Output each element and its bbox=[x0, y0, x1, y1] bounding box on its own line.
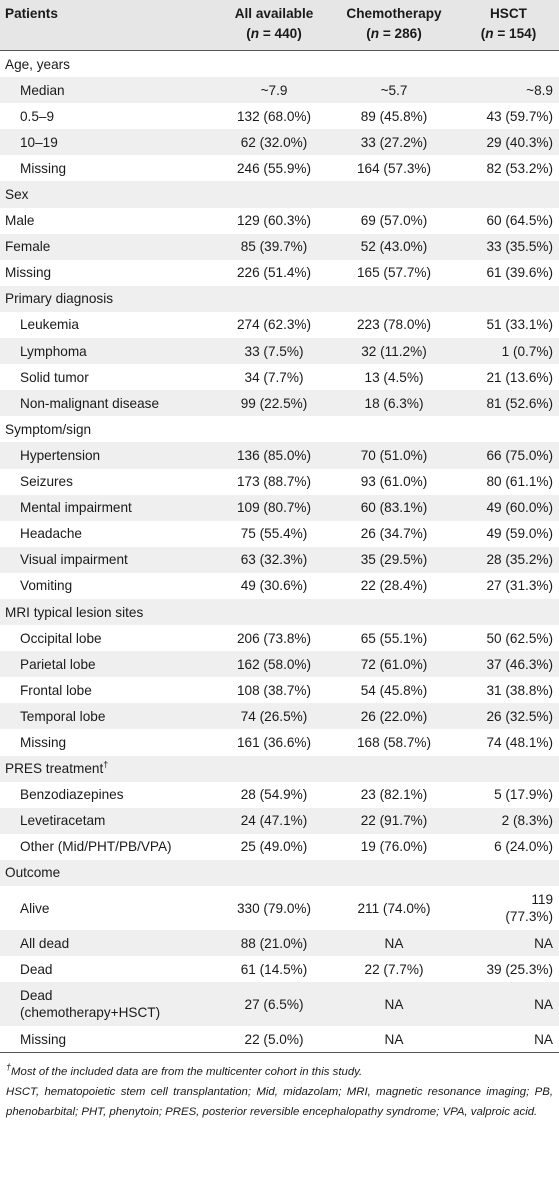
cell-all-available: 63 (32.3%) bbox=[218, 547, 330, 573]
row-label bbox=[0, 782, 218, 808]
row-label-text: 0.5–9 bbox=[20, 108, 55, 124]
table-row bbox=[0, 234, 559, 260]
row-label bbox=[0, 729, 218, 755]
cell-chemotherapy: 19 (76.0%) bbox=[360, 839, 428, 855]
row-label-text: Headache bbox=[20, 526, 82, 542]
cell-chemotherapy: 93 (61.0%) bbox=[360, 474, 428, 490]
cell-chemotherapy: 22 (28.4%) bbox=[360, 578, 428, 594]
header-patients-label: Patients bbox=[5, 6, 58, 21]
table-row bbox=[0, 390, 559, 416]
row-label bbox=[0, 312, 218, 338]
row-label bbox=[0, 208, 218, 234]
section-label bbox=[0, 599, 218, 625]
row-label-text: Seizures bbox=[20, 474, 73, 490]
cell-all-available: 129 (60.3%) bbox=[236, 213, 312, 229]
table-row bbox=[0, 208, 559, 234]
cell-all-available bbox=[218, 860, 330, 886]
row-label bbox=[0, 573, 218, 599]
cell-all-available: 274 (62.3%) bbox=[236, 317, 312, 333]
footnote-dagger-text: Most of the included data are from the multicenter cohort in this study. bbox=[11, 1066, 363, 1079]
header-hsct-title: HSCT bbox=[489, 6, 527, 21]
cell-hsct: 74 (48.1%) bbox=[486, 734, 553, 750]
table-row bbox=[0, 442, 559, 468]
cell-hsct: NA bbox=[458, 1026, 559, 1053]
cell-hsct bbox=[458, 416, 559, 442]
row-label bbox=[0, 129, 218, 155]
cell-all-available: 136 (85.0%) bbox=[218, 442, 330, 468]
table-row bbox=[0, 495, 559, 521]
table-row bbox=[0, 860, 559, 886]
cell-hsct: 66 (75.0%) bbox=[458, 442, 559, 468]
row-label-text: Temporal lobe bbox=[20, 708, 106, 724]
cell-all-available: ~7.9 bbox=[218, 77, 330, 103]
row-label-text: All dead bbox=[20, 935, 70, 951]
cell-all-available: 62 (32.0%) bbox=[218, 129, 330, 155]
row-label-text: Sex bbox=[5, 187, 29, 203]
cell-all-available bbox=[218, 181, 330, 207]
table-row bbox=[0, 834, 559, 860]
cell-chemotherapy: 70 (51.0%) bbox=[330, 442, 458, 468]
cell-chemotherapy bbox=[330, 286, 458, 312]
row-label-text: 10–19 bbox=[20, 134, 58, 150]
row-label-text: Missing bbox=[20, 160, 67, 176]
cell-chemotherapy: 65 (55.1%) bbox=[360, 630, 428, 646]
row-label-text: MRI typical lesion sites bbox=[5, 604, 144, 620]
cell-chemotherapy: 26 (34.7%) bbox=[360, 526, 428, 542]
row-label bbox=[0, 521, 218, 547]
cell-hsct: 28 (35.2%) bbox=[458, 547, 559, 573]
header-all-available bbox=[218, 0, 330, 51]
cell-all-available: 226 (51.4%) bbox=[236, 265, 312, 281]
table-row bbox=[0, 782, 559, 808]
table-row bbox=[0, 416, 559, 442]
table-row bbox=[0, 599, 559, 625]
n-symbol: n bbox=[250, 26, 260, 41]
cell-all-available: 88 (21.0%) bbox=[218, 930, 330, 956]
row-label-text: Hypertension bbox=[20, 447, 101, 463]
table-footnotes bbox=[0, 1053, 559, 1122]
table-row bbox=[0, 547, 559, 573]
row-label bbox=[0, 930, 218, 956]
cell-all-available: 85 (39.7%) bbox=[218, 234, 330, 260]
cell-all-available bbox=[218, 756, 330, 782]
cell-all-available: 173 (88.7%) bbox=[236, 474, 312, 490]
section-label bbox=[0, 756, 218, 782]
cell-hsct bbox=[458, 860, 559, 886]
header-all-available-n: (n = 440) bbox=[246, 26, 302, 41]
table-row bbox=[0, 573, 559, 599]
cell-hsct: NA bbox=[458, 930, 559, 956]
cell-all-available: 61 (14.5%) bbox=[240, 961, 308, 977]
cell-all-available: 161 (36.6%) bbox=[236, 734, 312, 750]
header-chemotherapy-title: Chemotherapy bbox=[346, 6, 442, 21]
table-header bbox=[0, 0, 559, 51]
row-label bbox=[0, 677, 218, 703]
cell-chemotherapy bbox=[330, 51, 458, 78]
row-label bbox=[0, 834, 218, 860]
row-label bbox=[0, 703, 218, 729]
cell-hsct: 6 (24.0%) bbox=[494, 839, 553, 855]
row-label bbox=[0, 625, 218, 651]
row-label-text: Benzodiazepines bbox=[20, 787, 124, 803]
cell-hsct bbox=[458, 181, 559, 207]
cell-hsct: 61 (39.6%) bbox=[486, 265, 553, 281]
row-label-text: Outcome bbox=[5, 865, 61, 881]
row-label-text: Occipital lobe bbox=[20, 630, 102, 646]
table-row bbox=[0, 982, 559, 1026]
row-label-text: Solid tumor bbox=[20, 369, 89, 385]
table-row bbox=[0, 886, 559, 930]
section-label bbox=[0, 416, 218, 442]
row-label-text: Symptom/sign bbox=[5, 421, 92, 437]
cell-hsct: 81 (52.6%) bbox=[458, 390, 559, 416]
cell-all-available bbox=[218, 286, 330, 312]
row-label-text: Alive bbox=[20, 900, 50, 916]
cell-hsct: 51 (33.1%) bbox=[486, 317, 553, 333]
row-label-text: Female bbox=[5, 239, 51, 255]
table-row bbox=[0, 930, 559, 956]
table-row bbox=[0, 729, 559, 755]
cell-chemotherapy: NA bbox=[330, 930, 458, 956]
header-row bbox=[0, 0, 559, 51]
row-label bbox=[0, 390, 218, 416]
cell-chemotherapy bbox=[330, 860, 458, 886]
cell-hsct bbox=[458, 286, 559, 312]
cell-hsct bbox=[458, 756, 559, 782]
table-row bbox=[0, 181, 559, 207]
footnote-abbreviations: HSCT, hematopoietic stem cell transplantation; Mid, midazolam; MRI, magnetic resonance imaging; PB, phenobarbital; PHT, phenytoin; PRES, posterior reversible encephalopathy syndrome; VPA, valproic acid. bbox=[6, 1086, 553, 1119]
table-row bbox=[0, 51, 559, 78]
row-label-text: Age, years bbox=[5, 56, 70, 72]
cell-all-available: 22 (5.0%) bbox=[218, 1026, 330, 1053]
cell-chemotherapy: 60 (83.1%) bbox=[330, 495, 458, 521]
cell-all-available: 28 (54.9%) bbox=[240, 787, 308, 803]
header-chemotherapy-n: (n = 286) bbox=[366, 26, 422, 41]
cell-chemotherapy: 22 (7.7%) bbox=[364, 961, 424, 977]
row-label bbox=[0, 364, 218, 390]
cell-chemotherapy: 26 (22.0%) bbox=[330, 703, 458, 729]
cell-chemotherapy: NA bbox=[330, 982, 458, 1026]
cell-chemotherapy: 52 (43.0%) bbox=[330, 234, 458, 260]
table-row bbox=[0, 155, 559, 181]
cell-chemotherapy: 69 (57.0%) bbox=[360, 213, 428, 229]
table-row bbox=[0, 129, 559, 155]
cell-all-available: 206 (73.8%) bbox=[236, 630, 312, 646]
row-label-text: Primary diagnosis bbox=[5, 291, 114, 307]
cell-hsct: ~8.9 bbox=[458, 77, 559, 103]
row-label-text: Leukemia bbox=[20, 317, 79, 333]
table-row bbox=[0, 956, 559, 982]
cell-all-available bbox=[218, 51, 330, 78]
n-symbol: n bbox=[485, 26, 494, 41]
cell-chemotherapy: 33 (27.2%) bbox=[330, 129, 458, 155]
cell-all-available: 132 (68.0%) bbox=[236, 108, 312, 124]
cell-hsct: 21 (13.6%) bbox=[486, 369, 553, 385]
table-row bbox=[0, 808, 559, 834]
cell-all-available: 109 (80.7%) bbox=[218, 495, 330, 521]
cell-chemotherapy: 13 (4.5%) bbox=[364, 369, 424, 385]
cell-hsct: 60 (64.5%) bbox=[486, 213, 553, 229]
cell-hsct: 1 (0.7%) bbox=[458, 338, 559, 364]
cell-all-available: 246 (55.9%) bbox=[236, 160, 312, 176]
row-label bbox=[0, 495, 218, 521]
row-label-text: Vomiting bbox=[20, 578, 73, 594]
row-label bbox=[0, 469, 218, 495]
cell-hsct: 33 (35.5%) bbox=[458, 234, 559, 260]
cell-chemotherapy: 22 (91.7%) bbox=[330, 808, 458, 834]
row-label bbox=[0, 956, 218, 982]
cell-hsct: 26 (32.5%) bbox=[458, 703, 559, 729]
table-body bbox=[0, 51, 559, 1053]
header-chemotherapy bbox=[330, 0, 458, 51]
cell-hsct: 29 (40.3%) bbox=[458, 129, 559, 155]
cell-hsct: 49 (59.0%) bbox=[486, 526, 553, 542]
cell-chemotherapy: 89 (45.8%) bbox=[360, 108, 428, 124]
row-label bbox=[0, 442, 218, 468]
cell-chemotherapy: 165 (57.7%) bbox=[356, 265, 432, 281]
cell-all-available: 49 (30.6%) bbox=[240, 578, 308, 594]
row-label bbox=[0, 338, 218, 364]
row-label bbox=[0, 234, 218, 260]
cell-all-available: 75 (55.4%) bbox=[240, 526, 308, 542]
row-label-text: Frontal lobe bbox=[20, 682, 92, 698]
row-label-text: Levetiracetam bbox=[20, 813, 106, 829]
cell-hsct: 27 (31.3%) bbox=[486, 578, 553, 594]
section-label bbox=[0, 286, 218, 312]
cell-chemotherapy: 211 (74.0%) bbox=[357, 900, 431, 916]
row-label-text: Missing bbox=[5, 265, 52, 281]
cell-hsct: 31 (38.8%) bbox=[486, 682, 553, 698]
cell-hsct bbox=[458, 51, 559, 78]
cell-hsct: 37 (46.3%) bbox=[458, 651, 559, 677]
row-label bbox=[0, 982, 218, 1026]
cell-all-available bbox=[218, 599, 330, 625]
row-label bbox=[0, 651, 218, 677]
cell-hsct: 5 (17.9%) bbox=[494, 787, 553, 803]
row-label-text: Dead (chemotherapy+HSCT) bbox=[20, 988, 161, 1021]
cell-chemotherapy: 23 (82.1%) bbox=[360, 787, 428, 803]
footnote-dagger-mark: † bbox=[6, 1062, 12, 1073]
row-label-text: Non-malignant disease bbox=[20, 395, 160, 411]
header-all-available-title: All available bbox=[234, 6, 314, 21]
cell-all-available: 108 (38.7%) bbox=[236, 682, 312, 698]
table-row bbox=[0, 651, 559, 677]
section-label bbox=[0, 860, 218, 886]
table-row bbox=[0, 521, 559, 547]
table-row bbox=[0, 703, 559, 729]
table-row bbox=[0, 364, 559, 390]
table-row bbox=[0, 625, 559, 651]
cell-chemotherapy: 54 (45.8%) bbox=[360, 682, 428, 698]
row-label bbox=[0, 1026, 218, 1053]
row-label bbox=[0, 260, 218, 286]
cell-hsct bbox=[458, 599, 559, 625]
cell-all-available: 162 (58.0%) bbox=[218, 651, 330, 677]
cell-all-available: 330 (79.0%) bbox=[236, 900, 312, 916]
cell-hsct: 49 (60.0%) bbox=[458, 495, 559, 521]
cell-chemotherapy bbox=[330, 599, 458, 625]
row-label-text: Dead bbox=[20, 961, 53, 977]
row-label-text: Missing bbox=[20, 734, 67, 750]
row-label-text: Male bbox=[5, 213, 35, 229]
cell-chemotherapy: 168 (58.7%) bbox=[356, 734, 432, 750]
cell-chemotherapy: ~5.7 bbox=[330, 77, 458, 103]
header-hsct bbox=[458, 0, 559, 51]
row-label bbox=[0, 886, 218, 930]
cell-chemotherapy bbox=[330, 416, 458, 442]
cell-hsct: 50 (62.5%) bbox=[486, 630, 553, 646]
table-row bbox=[0, 286, 559, 312]
row-label-text: PRES treatment bbox=[5, 761, 104, 777]
cell-all-available: 99 (22.5%) bbox=[218, 390, 330, 416]
table-row bbox=[0, 756, 559, 782]
row-label bbox=[0, 808, 218, 834]
table-row bbox=[0, 260, 559, 286]
row-label bbox=[0, 155, 218, 181]
cell-all-available: 33 (7.5%) bbox=[218, 338, 330, 364]
cell-hsct: 80 (61.1%) bbox=[486, 474, 553, 490]
table-row bbox=[0, 677, 559, 703]
cell-chemotherapy bbox=[330, 181, 458, 207]
table-row bbox=[0, 312, 559, 338]
n-symbol: n bbox=[370, 26, 380, 41]
cell-all-available: 27 (6.5%) bbox=[218, 982, 330, 1026]
cell-all-available: 24 (47.1%) bbox=[218, 808, 330, 834]
cell-all-available bbox=[218, 416, 330, 442]
footnote-dagger bbox=[6, 1062, 553, 1082]
row-label-text: Lymphoma bbox=[20, 343, 87, 359]
cell-chemotherapy: 223 (78.0%) bbox=[356, 317, 432, 333]
table-row bbox=[0, 469, 559, 495]
section-label bbox=[0, 51, 218, 78]
table-row bbox=[0, 103, 559, 129]
cell-chemotherapy: 32 (11.2%) bbox=[330, 338, 458, 364]
cell-chemotherapy: 35 (29.5%) bbox=[330, 547, 458, 573]
table-row bbox=[0, 77, 559, 103]
cell-chemotherapy: 72 (61.0%) bbox=[330, 651, 458, 677]
cell-all-available: 34 (7.7%) bbox=[244, 369, 304, 385]
cell-all-available: 74 (26.5%) bbox=[218, 703, 330, 729]
row-label-text: Parietal lobe bbox=[20, 656, 96, 672]
section-label bbox=[0, 181, 218, 207]
dagger-mark: † bbox=[103, 759, 109, 770]
row-label-text: Other (Mid/PHT/PB/VPA) bbox=[20, 839, 172, 855]
row-label bbox=[0, 103, 218, 129]
row-label-text: Mental impairment bbox=[20, 500, 132, 516]
cell-hsct: 2 (8.3%) bbox=[458, 808, 559, 834]
cell-chemotherapy: 18 (6.3%) bbox=[330, 390, 458, 416]
cell-chemotherapy: NA bbox=[330, 1026, 458, 1053]
header-patients bbox=[0, 0, 218, 51]
row-label-text: Median bbox=[20, 82, 65, 98]
cell-hsct: NA bbox=[458, 982, 559, 1026]
cell-hsct: 39 (25.3%) bbox=[486, 961, 553, 977]
row-label bbox=[0, 77, 218, 103]
cell-chemotherapy bbox=[330, 756, 458, 782]
cell-chemotherapy: 164 (57.3%) bbox=[356, 160, 432, 176]
row-label bbox=[0, 547, 218, 573]
row-label-text: Missing bbox=[20, 1031, 67, 1047]
cell-hsct: 82 (53.2%) bbox=[486, 160, 553, 176]
table-row bbox=[0, 338, 559, 364]
header-hsct-n: (n = 154) bbox=[480, 26, 537, 41]
row-label-text: Visual impairment bbox=[20, 552, 128, 568]
table-row bbox=[0, 1026, 559, 1053]
cell-all-available: 25 (49.0%) bbox=[240, 839, 308, 855]
cell-hsct: 119 (77.3%) bbox=[505, 892, 553, 924]
cell-hsct: 43 (59.7%) bbox=[486, 108, 553, 124]
